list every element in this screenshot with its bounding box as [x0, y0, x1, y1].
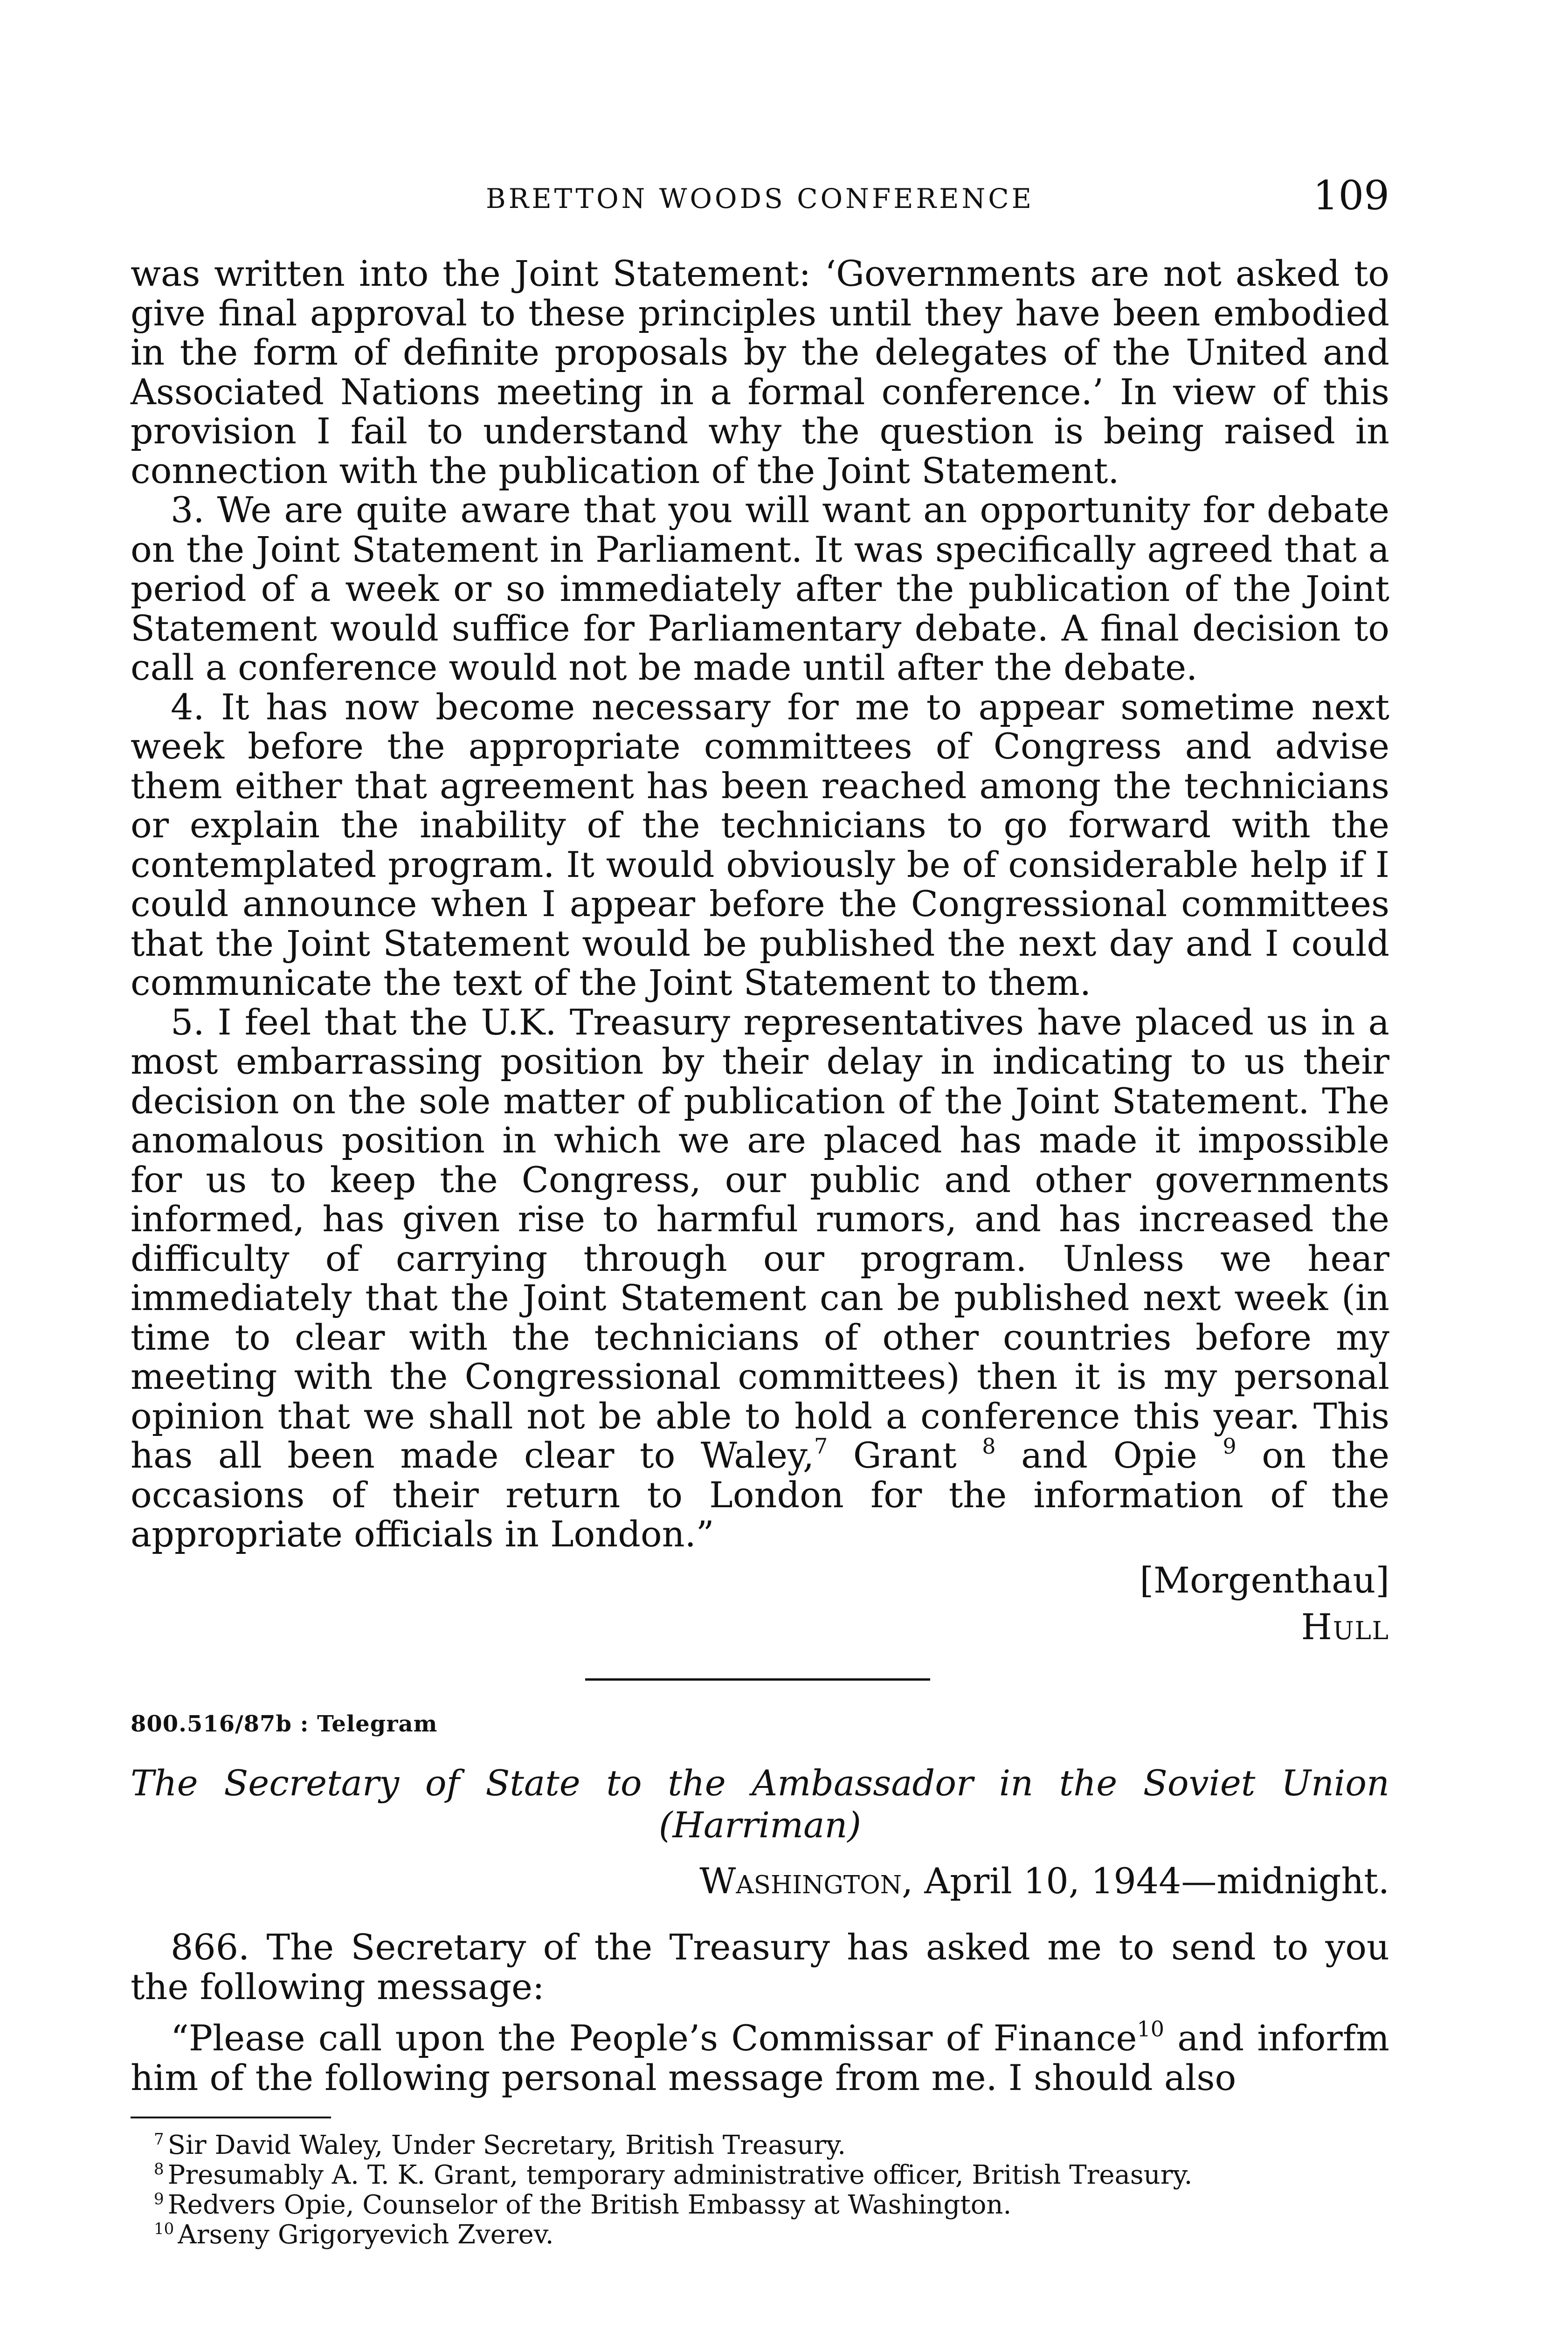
paragraph-5	[131, 1003, 1389, 1554]
paragraph-5-grant: Grant	[828, 1434, 957, 1476]
telegram-paragraph-1: 866. The Secretary of the Treasury has asked me to send to you the following message:	[131, 1926, 1389, 2007]
footnote-10	[131, 2220, 1389, 2250]
telegram-body	[131, 1928, 1389, 2097]
footnote-9-mark: 9	[154, 2190, 164, 2208]
footnote-9	[131, 2190, 1389, 2220]
footnote-10-mark: 10	[154, 2220, 174, 2238]
paragraph-5-end: on the occasions of their return to London for the information of the appropriate officials in London.”	[131, 1434, 1389, 1555]
paragraph-3: 3. We are quite aware that you will want an opportunity for debate on the Joint Statement in Parliament. It was specifically agreed that a period of a week or so immediately after the publication of the Joint Statement would suffice for Parliamentary debate. A final decision to call a conference would not be made until after the debate.	[131, 489, 1389, 688]
footnote-8	[131, 2160, 1389, 2190]
file-reference: 800.516/87b : Telegram	[131, 1711, 438, 1737]
dateline	[131, 1860, 1389, 1902]
telegram-paragraph-2-start: “Please call upon the People’s Commissar of Finance	[171, 2017, 1137, 2059]
paragraph-5-opie: and Opie	[995, 1434, 1197, 1476]
telegram-paragraph-2	[131, 2016, 1389, 2098]
paragraph-continued: was written into the Joint Statement: ‘Governments are not asked to give final approval to these principles until they have been embodied in the form of definite proposals by the delegates of the United and Associated Nations meeting in a formal conference.’ In view of this provision I fail to understand why the question is being raised in connection with the publication of the Joint Statement.	[131, 253, 1389, 491]
heading-line-2: (Harriman)	[658, 1804, 862, 1846]
footnote-rule	[131, 2117, 331, 2118]
footnote-ref-7: 7	[814, 1434, 828, 1459]
footnote-7	[131, 2131, 1389, 2160]
signature-block	[131, 1557, 1389, 1650]
footnote-8-text: Presumably A. T. K. Grant, temporary administrative officer, British Treasury.	[167, 2160, 1193, 2190]
footnote-10-text: Arseny Grigoryevich Zverev.	[178, 2220, 554, 2250]
signature-bracketed: [Morgenthau]	[1140, 1559, 1389, 1601]
running-head	[131, 172, 1389, 224]
footnote-8-mark: 8	[154, 2160, 164, 2179]
paragraph-5-text: 5. I feel that the U.K. Treasury representatives have placed us in a most embarrassing position by their delay in indicating to us their decision on the sole matter of publication of the Joint Statement. The anomalous position in which we are placed has made it impossible for us to keep the Congress, our public and other governments informed, has given rise to harmful rumors, and has increased the difficulty of carrying through our program. Unless we hear immediately that the Joint Statement can be published next week (in time to clear with the technicians of other countries before my meeting with the Congressional committees) then it is my personal opinion that we shall not be able to hold a conference this year. This has all been made clear to Waley,	[131, 1001, 1389, 1476]
signature-signer: Hull	[1301, 1606, 1389, 1648]
footnote-ref-10: 10	[1137, 2016, 1165, 2041]
dateline-date: April 10, 1944—midnight.	[913, 1860, 1389, 1902]
footnote-ref-9: 9	[1223, 1434, 1236, 1459]
telegram-paragraph-2-end: and inforfm him of the following personal message from me. I should also	[131, 2017, 1389, 2098]
dateline-place: Washington,	[699, 1860, 913, 1902]
page-number: 109	[1312, 172, 1389, 219]
running-title: BRETTON WOODS CONFERENCE	[486, 183, 1034, 214]
document-heading	[131, 1762, 1389, 1846]
letter-continuation	[131, 254, 1389, 1554]
footnote-7-mark: 7	[154, 2130, 164, 2149]
heading-line-1: The Secretary of State to the Ambassador in the Soviet Union	[131, 1762, 1389, 1804]
section-divider	[585, 1678, 930, 1681]
footnotes	[131, 2131, 1389, 2250]
footnote-7-text: Sir David Waley, Under Secretary, British Treasury.	[167, 2130, 846, 2160]
paragraph-4: 4. It has now become necessary for me to appear sometime next week before the appropriate committees of Congress and advise them either that agreement has been reached among the technicians or explain the inability of the technicians to go forward with the contemplated program. It would obviously be of considerable help if I could announce when I appear before the Congressional committees that the Joint Statement would be published the next day and I could communicate the text of the Joint Statement to them.	[131, 686, 1389, 1003]
footnote-9-text: Redvers Opie, Counselor of the British Embassy at Washington.	[167, 2190, 1012, 2220]
footnote-ref-8: 8	[982, 1434, 996, 1459]
